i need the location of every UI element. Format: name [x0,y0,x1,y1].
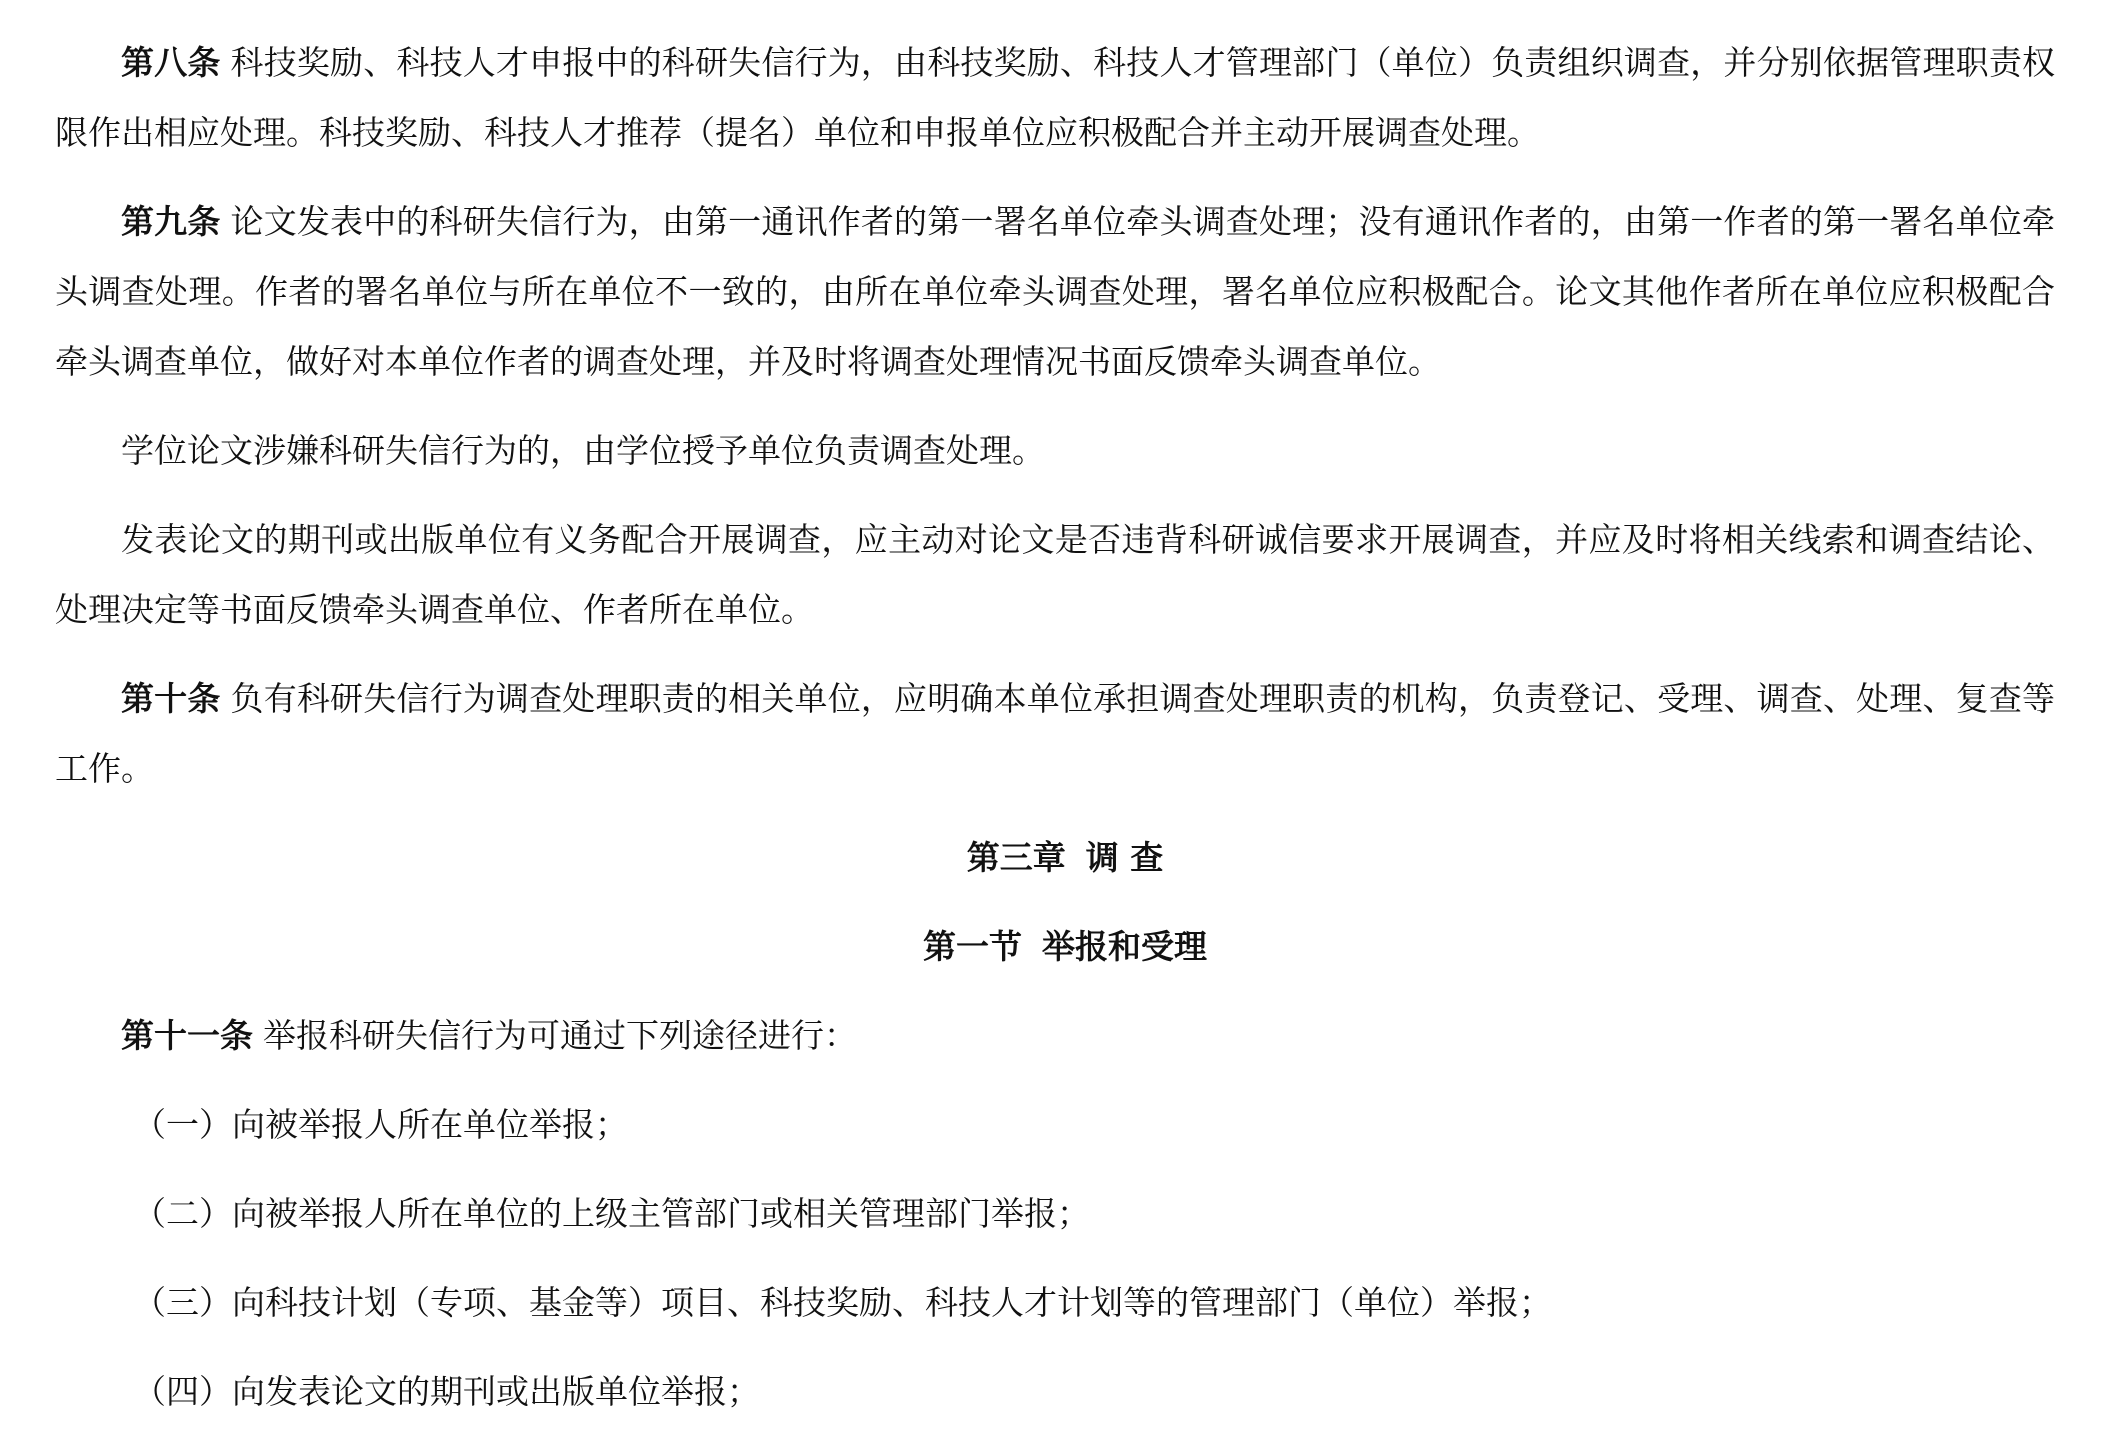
document-page [55,28,2055,1427]
chapter-heading [55,823,2055,893]
article-11-paragraph [55,1001,2055,1071]
article-11-label: 第十一条 [121,1016,253,1055]
section-title: 举报和受理 [1042,927,1207,966]
list-item: （四）向发表论文的期刊或出版单位举报； [133,1372,760,1411]
article-11-text: 举报科研失信行为可通过下列途径进行： [263,1016,857,1055]
section-heading [55,912,2055,982]
chapter-title: 调 查 [1085,838,1164,877]
article-10-label: 第十条 [121,679,221,718]
article-8-label: 第八条 [121,43,221,82]
article-8-paragraph [55,28,2055,168]
article-9-thesis-paragraph: 学位论文涉嫌科研失信行为的，由学位授予单位负责调查处理。 [121,431,1045,470]
section-number: 第一节 [923,927,1022,966]
article-9-journal-paragraph: 发表论文的期刊或出版单位有义务配合开展调查，应主动对论文是否违背科研诚信要求开展调查，并应及时将相关线索和调查结论、处理决定等书面反馈牵头调查单位、作者所在单位。 [55,520,2055,629]
article-9-label: 第九条 [121,202,221,241]
article-9-paragraph [55,187,2055,397]
list-item: （一）向被举报人所在单位举报； [133,1105,628,1144]
article-9-text: 论文发表中的科研失信行为，由第一通讯作者的第一署名单位牵头调查处理；没有通讯作者的，由第一作者的第一署名单位牵头调查处理。作者的署名单位与所在单位不一致的，由所在单位牵头调查处理，署名单位应积极配合。论文其他作者所在单位应积极配合牵头调查单位，做好对本单位作者的调查处理，并及时将调查处理情况书面反馈牵头调查单位。 [55,202,2056,381]
list-item: （二）向被举报人所在单位的上级主管部门或相关管理部门举报； [133,1194,1090,1233]
list-item: （三）向科技计划（专项、基金等）项目、科技奖励、科技人才计划等的管理部门（单位）举报； [133,1283,1552,1322]
article-10-text: 负有科研失信行为调查处理职责的相关单位，应明确本单位承担调查处理职责的机构，负责登记、受理、调查、处理、复查等工作。 [55,679,2056,788]
article-8-text: 科技奖励、科技人才申报中的科研失信行为，由科技奖励、科技人才管理部门（单位）负责组织调查，并分别依据管理职责权限作出相应处理。科技奖励、科技人才推荐（提名）单位和申报单位应积极配合并主动开展调查处理。 [55,43,2056,152]
chapter-number: 第三章 [966,838,1066,877]
article-10-paragraph [55,664,2055,804]
